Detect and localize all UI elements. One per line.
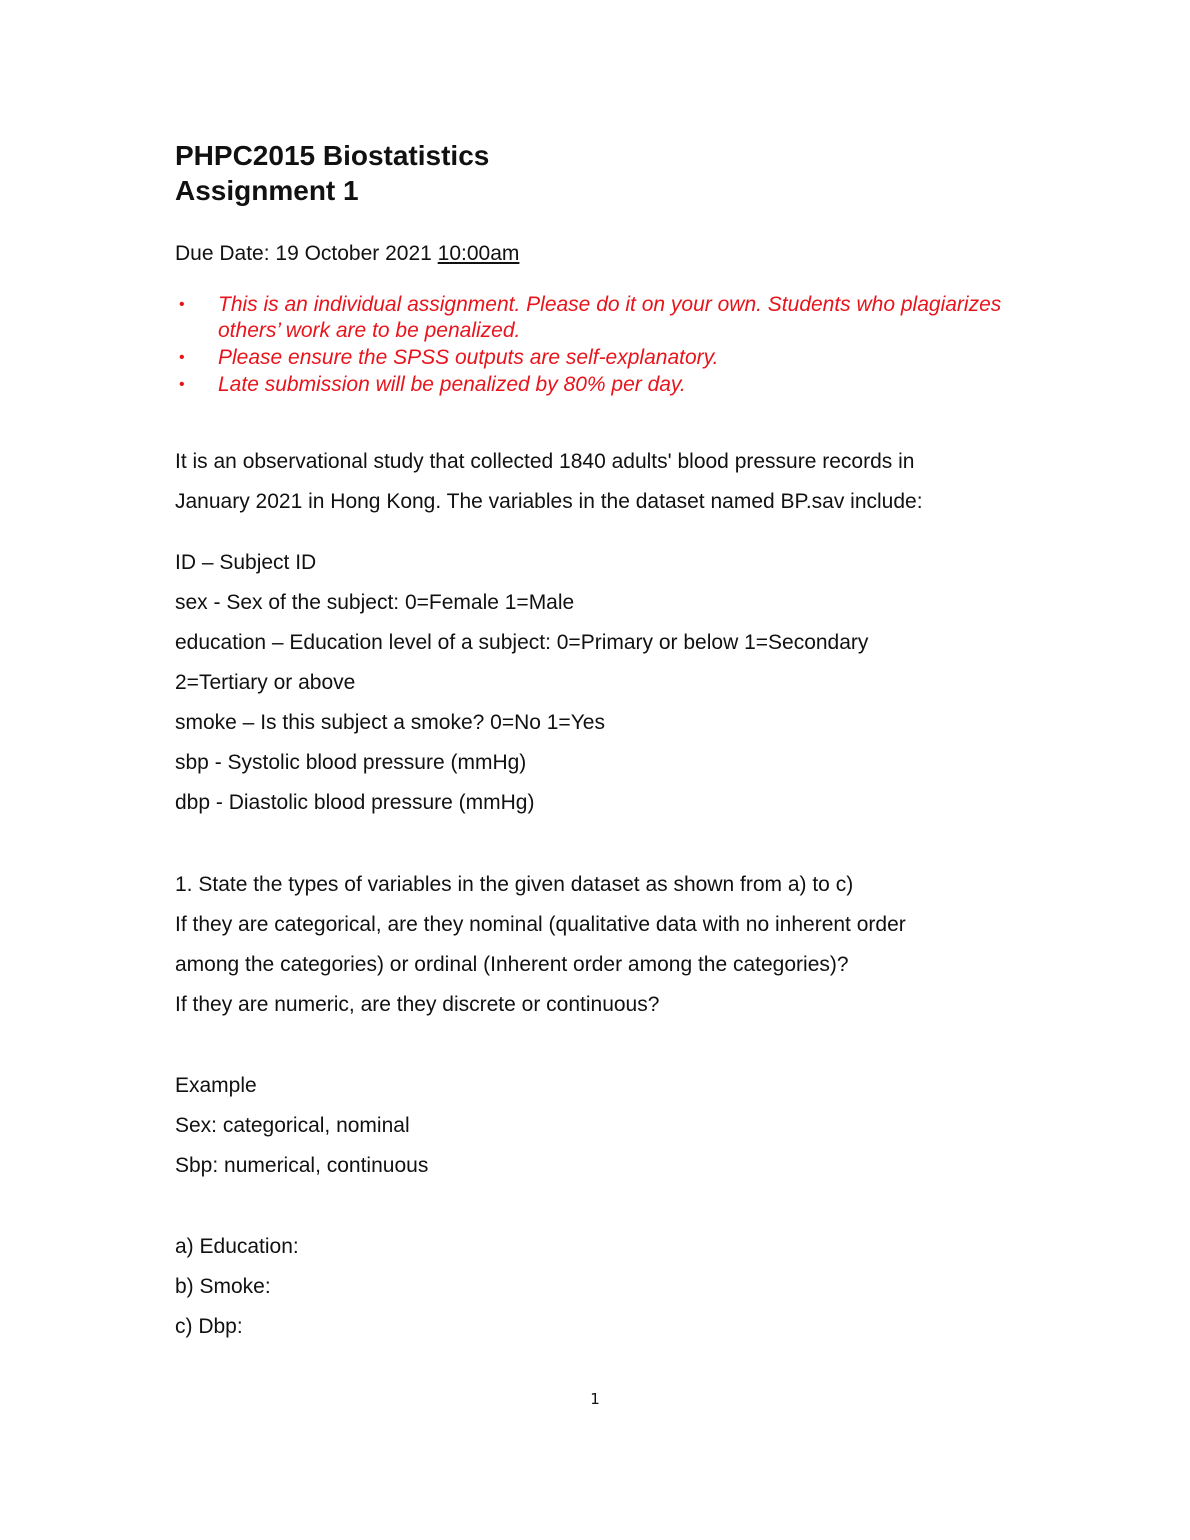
- question-line: If they are numeric, are they discrete or continuous?: [175, 993, 660, 1016]
- instruction-text: This is an individual assignment. Please do it on your own. Students who plagiarizes others’ work are to be penalized.: [218, 293, 1002, 342]
- due-date-label: Due Date: 19 October 2021: [175, 242, 438, 265]
- variable-list: [175, 543, 1035, 823]
- question-line: If they are categorical, are they nominal (qualitative data with no inherent order: [175, 913, 906, 936]
- variable-item: 2=Tertiary or above: [175, 671, 356, 694]
- title-course: PHPC2015 Biostatistics: [175, 140, 490, 171]
- bullet-icon: •: [179, 349, 185, 366]
- variable-item: ID – Subject ID: [175, 551, 317, 574]
- answer-prompt: a) Education:: [175, 1235, 299, 1258]
- page-number: 1: [590, 1390, 600, 1408]
- variable-item: smoke – Is this subject a smoke? 0=No 1=Yes: [175, 711, 605, 734]
- example-block: [175, 1066, 1035, 1186]
- due-date: [175, 240, 519, 268]
- instruction-text: Late submission will be penalized by 80% per day.: [218, 373, 686, 396]
- example-line: Sex: categorical, nominal: [175, 1114, 410, 1137]
- answer-prompt: b) Smoke:: [175, 1275, 271, 1298]
- bullet-icon: •: [179, 296, 185, 313]
- instruction-item: [175, 345, 1005, 371]
- instruction-item: [175, 292, 1005, 344]
- instruction-item: [175, 372, 1005, 398]
- question-1: [175, 865, 1035, 1025]
- study-description: [175, 442, 1035, 522]
- variable-item: sbp - Systolic blood pressure (mmHg): [175, 751, 527, 774]
- due-date-time: 10:00am: [437, 242, 520, 265]
- question-line: 1. State the types of variables in the given dataset as shown from a) to c): [175, 873, 854, 896]
- example-heading: Example: [175, 1074, 257, 1097]
- instructions-list: [175, 292, 1005, 399]
- study-description-line: January 2021 in Hong Kong. The variables in the dataset named BP.sav include:: [175, 490, 923, 513]
- variable-item: education – Education level of a subject: 0=Primary or below 1=Secondary: [175, 631, 869, 654]
- variable-item: sex - Sex of the subject: 0=Female 1=Male: [175, 591, 575, 614]
- title-assignment: Assignment 1: [175, 175, 359, 206]
- answer-prompts: [175, 1227, 1035, 1347]
- study-description-line: It is an observational study that collected 1840 adults' blood pressure records in: [175, 450, 915, 473]
- question-line: among the categories) or ordinal (Inherent order among the categories)?: [175, 953, 849, 976]
- variable-item: dbp - Diastolic blood pressure (mmHg): [175, 791, 535, 814]
- instruction-text: Please ensure the SPSS outputs are self-explanatory.: [218, 346, 719, 369]
- example-line: Sbp: numerical, continuous: [175, 1154, 429, 1177]
- answer-prompt: c) Dbp:: [175, 1315, 243, 1338]
- document-title: [175, 138, 489, 208]
- bullet-icon: •: [179, 376, 185, 393]
